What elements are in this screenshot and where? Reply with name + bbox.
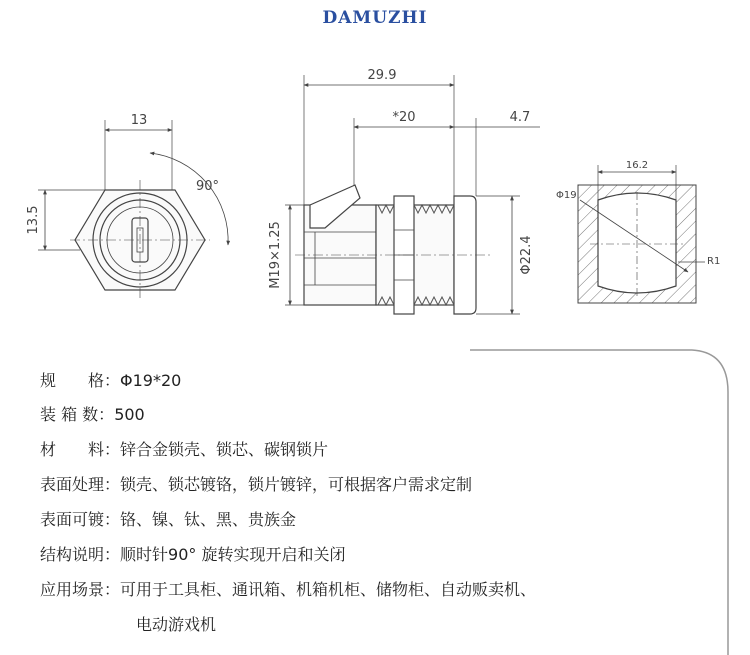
spec-list bbox=[40, 371, 536, 634]
dim-head-diameter: Φ22.4 bbox=[519, 235, 534, 275]
spec-value: Φ19*20 bbox=[120, 371, 182, 390]
dim-cutout-width: 16.2 bbox=[625, 160, 649, 171]
spec-value: 顺时针90° 旋转实现开启和关闭 bbox=[120, 545, 346, 564]
dim-total-length: 29.9 bbox=[367, 68, 397, 83]
spec-label: 材 料： bbox=[40, 440, 121, 459]
dim-rotation: 90° bbox=[196, 179, 220, 194]
spec-row-0 bbox=[40, 371, 181, 390]
spec-row-6-continuation: 电动游戏机 bbox=[136, 615, 217, 634]
spec-value: 500 bbox=[114, 405, 145, 424]
spec-row-2 bbox=[40, 440, 328, 459]
spec-row-4 bbox=[40, 510, 296, 529]
spec-label: 结构说明： bbox=[40, 545, 121, 564]
dim-front-width: 13 bbox=[130, 113, 148, 128]
spec-row-6 bbox=[40, 580, 536, 599]
dim-front-height: 13.5 bbox=[26, 205, 41, 235]
spec-row-5 bbox=[40, 545, 345, 564]
spec-row-3 bbox=[40, 475, 472, 494]
panel-cutout-view bbox=[578, 165, 705, 303]
spec-label: 规 格： bbox=[40, 371, 121, 390]
spec-label: 表面可镀： bbox=[40, 510, 121, 529]
divider-curve bbox=[470, 350, 728, 655]
dim-head-thickness: 4.7 bbox=[509, 110, 531, 125]
spec-label: 装 箱 数： bbox=[40, 405, 115, 424]
spec-value: 锁壳、锁芯镀铬，锁片镀锌，可根据客户需求定制 bbox=[120, 475, 473, 494]
spec-value: 铬、镍、钛、黑、贵族金 bbox=[120, 510, 297, 529]
spec-value: 可用于工具柜、通讯箱、机箱机柜、储物柜、自动贩卖机、 bbox=[120, 580, 537, 599]
front-view bbox=[38, 120, 228, 300]
spec-value: 锌合金锁壳、锁芯、碳钢锁片 bbox=[120, 440, 329, 459]
dim-corner-radius: R1 bbox=[707, 256, 721, 267]
spec-label: 应用场景： bbox=[40, 580, 121, 599]
dim-cutout-diameter: Φ19 bbox=[556, 190, 577, 201]
spec-label: 表面处理： bbox=[40, 475, 121, 494]
spec-row-1 bbox=[40, 405, 145, 424]
dim-thread: M19×1.25 bbox=[268, 221, 283, 289]
dim-body-length: *20 bbox=[392, 110, 416, 125]
brand-logo: DAMUZHI bbox=[322, 8, 428, 28]
